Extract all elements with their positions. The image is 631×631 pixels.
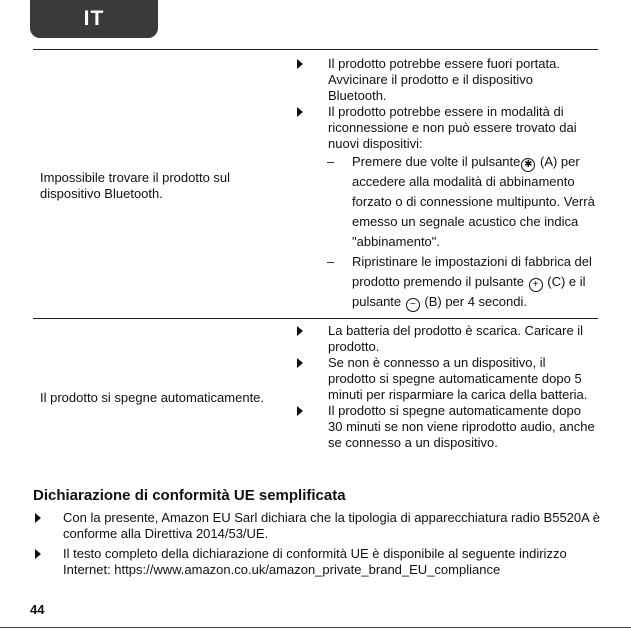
bullet-marker-icon: [35, 513, 41, 523]
solution-text: Se non è connesso a un dispositivo, il prodotto si spegne automaticamente dopo 5 minuti per risparmiare la carica della batteria.: [328, 355, 588, 402]
page-number: 44: [30, 602, 45, 617]
list-item: [33, 510, 613, 542]
language-tab: [30, 0, 158, 38]
issue-text: Impossibile trovare il prodotto sul dispositivo Bluetooth.: [40, 170, 231, 201]
list-item: [295, 56, 595, 104]
list-item: [295, 323, 595, 355]
section-title: Dichiarazione di conformità UE semplificata: [33, 487, 346, 504]
list-item: [295, 104, 595, 152]
sub-step: [295, 152, 595, 252]
solution-text: Il prodotto si spegne automaticamente dopo 30 minuti se non viene riprodotto audio, anche se connesso a un dispositivo.: [328, 403, 595, 450]
language-label: IT: [83, 7, 105, 30]
bullet-marker-icon: [297, 406, 303, 416]
table-row: [33, 318, 598, 477]
list-item: [295, 355, 595, 403]
declaration-text: Con la presente, Amazon EU Sarl dichiara che la tipologia di apparecchiatura radio B5520A è conforme alla Direttiva 2014/53/UE.: [63, 510, 600, 541]
bullet-marker-icon: [297, 107, 303, 117]
list-item: [295, 403, 595, 451]
solution-text: Il prodotto potrebbe essere fuori portata. Avvicinare il prodotto e il dispositivo Bluetooth.: [328, 56, 560, 103]
bluetooth-icon: ✱: [521, 158, 535, 172]
list-item: [33, 546, 613, 578]
sub-step: [295, 252, 595, 312]
table-row: [33, 49, 598, 318]
solutions-cell: [295, 56, 595, 312]
dash-marker: –: [327, 254, 335, 269]
plus-icon: +: [529, 278, 543, 292]
bullet-marker-icon: [297, 326, 303, 336]
solution-text: La batteria del prodotto è scarica. Caricare il prodotto.: [328, 323, 584, 354]
bullet-marker-icon: [35, 549, 41, 559]
dash-marker: –: [327, 154, 335, 169]
sub-step-text: Premere due volte il pulsante: [352, 154, 521, 169]
declaration-section: [33, 486, 613, 582]
sub-step-text: (A) per accedere alla modalità di abbinamento forzato o di connessione multipunto. Verrà emesso un segnale acustico che indica "abbinamento".: [352, 154, 595, 249]
bullet-marker-icon: [297, 358, 303, 368]
sub-step-text: (C) e il pulsante: [352, 274, 586, 309]
solution-text: Il prodotto potrebbe essere in modalità di riconnessione e non può essere trovato dai nuovi dispositivi:: [328, 104, 577, 151]
solutions-cell: [295, 323, 595, 451]
troubleshooting-table: [33, 49, 598, 477]
sub-step-text: Ripristinare le impostazioni di fabbrica del prodotto premendo il pulsante: [352, 254, 592, 289]
bullet-marker-icon: [297, 59, 303, 69]
bottom-divider: [0, 627, 631, 628]
declaration-text: Il testo completo della dichiarazione di conformità UE è disponibile al seguente indirizzo Internet: https://www.amazon.co.uk/amazon_private_brand_EU_compliance: [63, 546, 567, 577]
issue-text: Il prodotto si spegne automaticamente.: [40, 390, 265, 405]
sub-step-text: (B) per 4 secondi.: [420, 294, 527, 309]
minus-icon: −: [406, 298, 420, 312]
